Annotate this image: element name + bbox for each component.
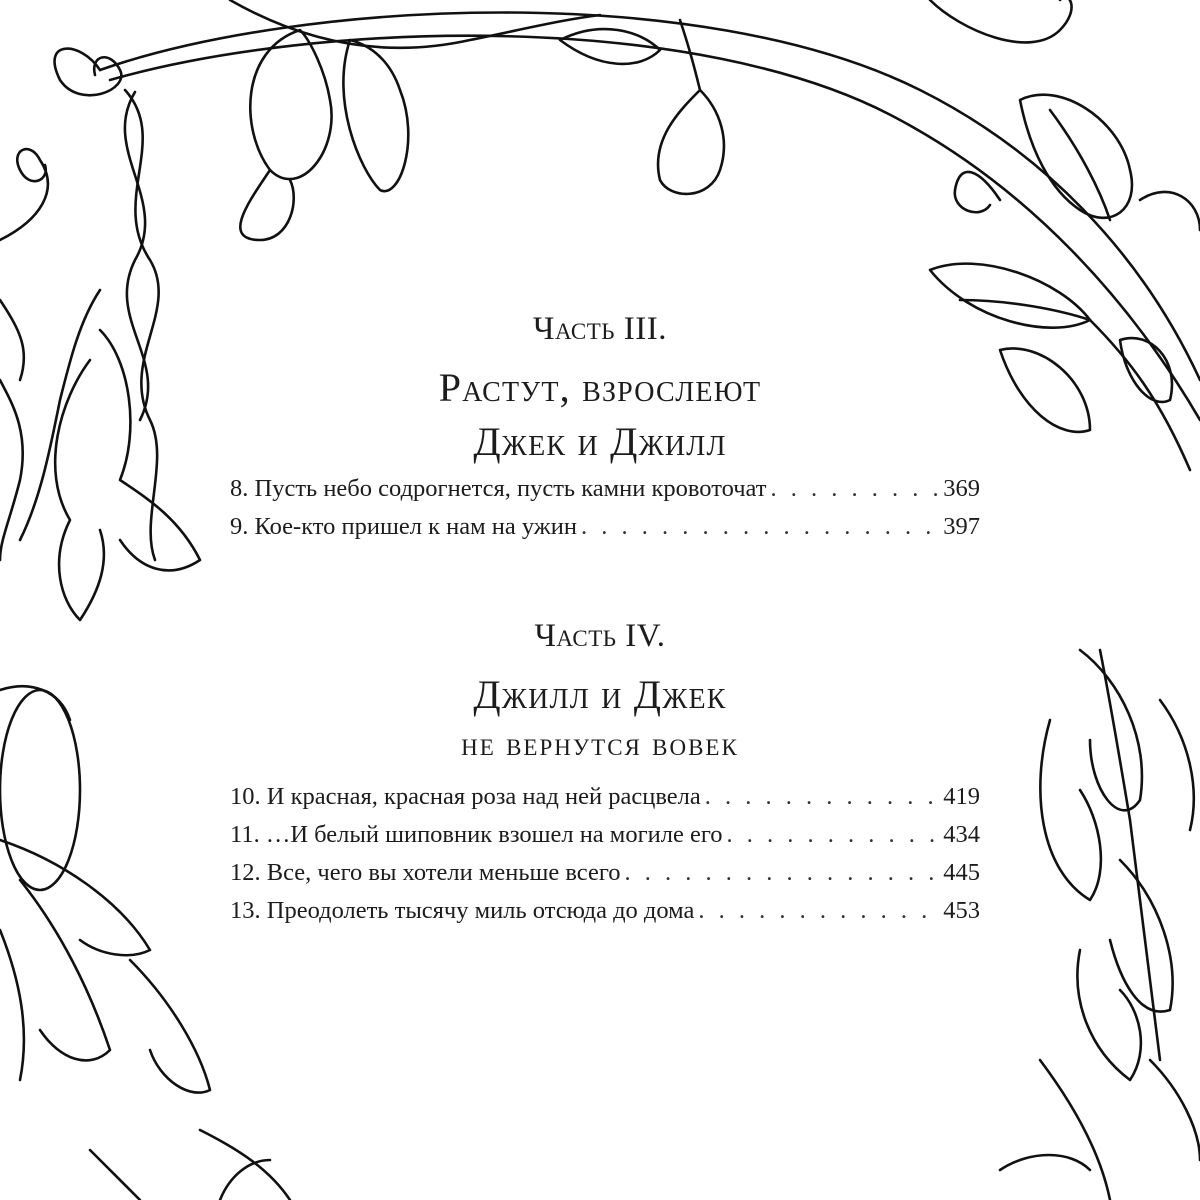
toc-entry-title: 11. …И белый шиповник взошел на могиле его	[230, 821, 723, 848]
toc-entry-title: 12. Все, чего вы хотели меньше всего	[230, 859, 621, 886]
toc-entry[interactable]	[230, 859, 980, 897]
toc-entry-title: 8. Пусть небо содрогнется, пусть камни кровоточат	[230, 475, 767, 502]
part-four-toc	[230, 783, 980, 935]
toc-leader-dots	[701, 783, 944, 811]
toc-entry-page: 419	[943, 783, 980, 810]
toc-entry[interactable]	[230, 475, 980, 513]
part-four-title-line2: не вернутся вовек	[461, 727, 739, 763]
part-three-toc	[230, 475, 980, 551]
toc-entry-title: 9. Кое-кто пришел к нам на ужин	[230, 513, 577, 540]
toc-entry[interactable]	[230, 783, 980, 821]
toc-entry[interactable]	[230, 513, 980, 551]
toc-entry-page: 453	[943, 897, 980, 924]
part-four-heading	[0, 620, 1200, 762]
toc-entry-page: 369	[943, 475, 980, 502]
toc-entry-title: 10. И красная, красная роза над ней расцвела	[230, 783, 701, 810]
toc-leader-dots	[577, 513, 943, 541]
part-three-title-line1: Растут, взрослеют	[438, 365, 762, 410]
toc-entry[interactable]	[230, 821, 980, 859]
part-three-heading	[0, 313, 1200, 462]
toc-leader-dots	[723, 821, 944, 849]
toc-leader-dots	[621, 859, 944, 887]
toc-leader-dots	[766, 475, 943, 503]
toc-entry-page: 445	[943, 859, 980, 886]
part-four-label: Часть IV.	[534, 618, 666, 654]
toc-entry-page: 434	[943, 821, 980, 848]
part-four-title-line1: Джилл и Джек	[473, 672, 727, 717]
toc-leader-dots	[694, 897, 943, 925]
toc-entry-title: 13. Преодолеть тысячу миль отсюда до дома	[230, 897, 695, 924]
part-three-title-line2: Джек и Джилл	[473, 419, 727, 464]
part-three-label: Часть III.	[533, 311, 667, 347]
toc-entry-page: 397	[943, 513, 980, 540]
toc-entry[interactable]	[230, 897, 980, 935]
